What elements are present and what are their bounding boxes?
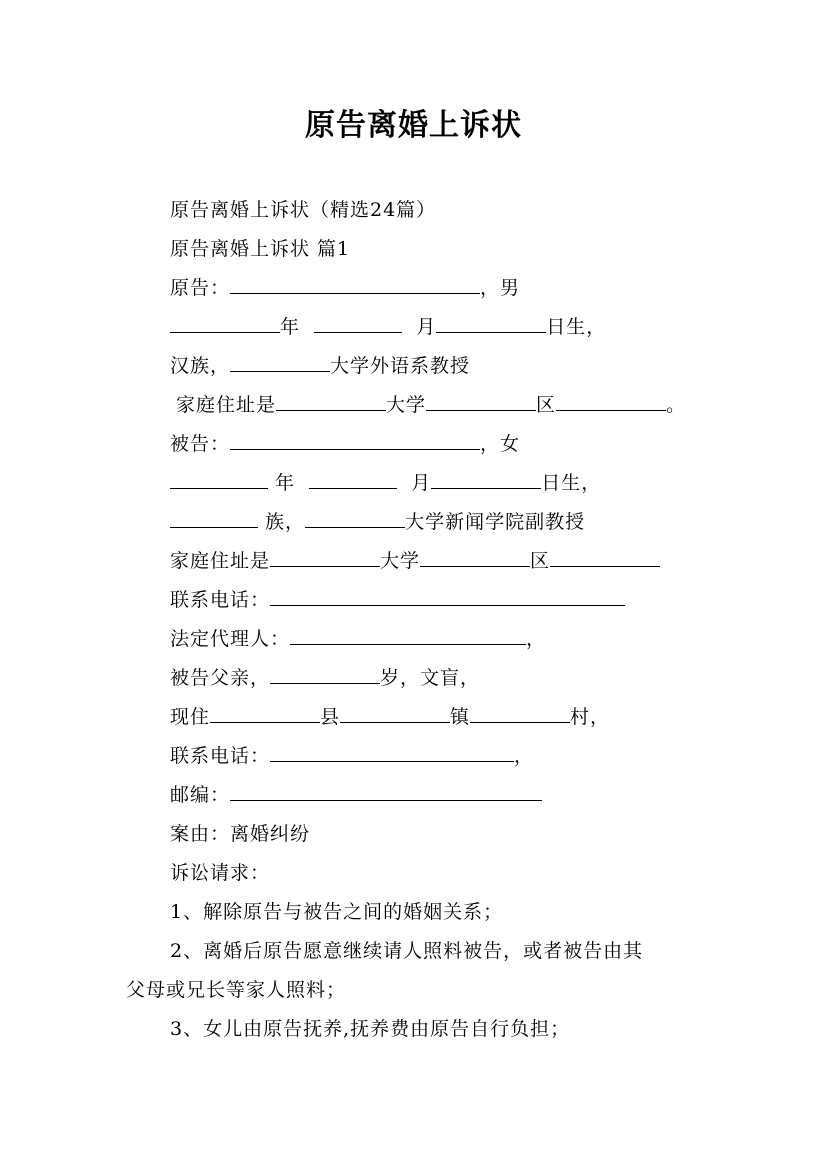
defendant-birth-line bbox=[170, 470, 601, 496]
plaintiff-month-blank bbox=[314, 314, 402, 333]
plaintiff-year-blank bbox=[170, 314, 280, 333]
father-residence-line bbox=[170, 704, 610, 730]
defendant-occupation: 大学新闻学院副教授 bbox=[405, 511, 586, 533]
defendant-phone-blank bbox=[270, 587, 625, 606]
plaintiff-address-label: 家庭住址是 bbox=[176, 394, 277, 416]
legal-rep-label: 法定代理人： bbox=[170, 628, 291, 650]
plaintiff-day-blank bbox=[436, 314, 546, 333]
father-county-blank bbox=[210, 704, 320, 723]
plaintiff-gender: ，男 bbox=[480, 277, 521, 299]
father-phone-comma: ， bbox=[514, 745, 535, 767]
claim-item-1: 1、解除原告与被告之间的婚姻关系； bbox=[170, 901, 504, 923]
plaintiff-year-label: 年 bbox=[280, 316, 301, 338]
defendant-label: 被告： bbox=[170, 433, 231, 455]
legal-rep-line bbox=[170, 626, 546, 652]
father-label: 被告父亲， bbox=[170, 667, 271, 689]
plaintiff-address-blank-2 bbox=[426, 392, 536, 411]
plaintiff-day-label: 日生， bbox=[546, 316, 607, 338]
defendant-phone-line bbox=[170, 587, 625, 613]
plaintiff-line bbox=[170, 275, 520, 301]
father-town-blank bbox=[340, 704, 450, 723]
defendant-ethnicity-blank bbox=[170, 509, 258, 528]
plaintiff-label: 原告： bbox=[170, 277, 231, 299]
defendant-university: 大学 bbox=[380, 550, 421, 572]
plaintiff-period: 。 bbox=[666, 394, 687, 416]
claim-item-3: 3、女儿由原告抚养,抚养费由原告自行负担； bbox=[170, 1018, 571, 1040]
plaintiff-occupation: 大学外语系教授 bbox=[330, 355, 471, 377]
father-phone-line bbox=[170, 743, 534, 769]
plaintiff-address-line bbox=[176, 392, 686, 418]
defendant-name-blank bbox=[230, 431, 480, 450]
defendant-address-blank-3 bbox=[550, 548, 660, 567]
defendant-district: 区 bbox=[530, 550, 551, 572]
plaintiff-month-label: 月 bbox=[416, 316, 437, 338]
father-line bbox=[170, 665, 480, 691]
father-residence-label: 现住 bbox=[170, 706, 211, 728]
plaintiff-school-blank bbox=[230, 353, 330, 372]
plaintiff-name-blank bbox=[230, 275, 480, 294]
case-reason: 案由：离婚纠纷 bbox=[170, 823, 311, 845]
defendant-day-blank bbox=[431, 470, 541, 489]
claim-item-2: 2、离婚后原告愿意继续请人照料被告，或者被告由其 bbox=[170, 940, 644, 962]
plaintiff-university: 大学 bbox=[386, 394, 427, 416]
section-heading: 原告离婚上诉状 篇1 bbox=[170, 238, 351, 260]
defendant-school-blank bbox=[305, 509, 405, 528]
father-county: 县 bbox=[320, 706, 341, 728]
defendant-phone-label: 联系电话： bbox=[170, 589, 271, 611]
defendant-address-blank-2 bbox=[420, 548, 530, 567]
defendant-line bbox=[170, 431, 520, 457]
plaintiff-address-blank-3 bbox=[556, 392, 666, 411]
legal-rep-comma: ， bbox=[526, 628, 547, 650]
defendant-gender: ，女 bbox=[480, 433, 521, 455]
plaintiff-ethnicity: 汉族， bbox=[170, 355, 231, 377]
plaintiff-district: 区 bbox=[536, 394, 557, 416]
page-title: 原告离婚上诉状 bbox=[305, 108, 522, 143]
postcode-blank bbox=[230, 782, 542, 801]
postcode-line bbox=[170, 782, 542, 808]
claim-item-2-continued: 父母或兄长等家人照料； bbox=[126, 979, 347, 1001]
defendant-month-blank bbox=[309, 470, 397, 489]
father-phone-blank bbox=[270, 743, 514, 762]
postcode-label: 邮编： bbox=[170, 784, 231, 806]
claims-label: 诉讼请求： bbox=[170, 862, 271, 884]
plaintiff-birth-line bbox=[170, 314, 606, 340]
father-village: 村， bbox=[570, 706, 611, 728]
father-phone-label: 联系电话： bbox=[170, 745, 271, 767]
defendant-year-blank bbox=[170, 470, 268, 489]
defendant-address-blank-1 bbox=[270, 548, 380, 567]
father-age-blank bbox=[270, 665, 380, 684]
defendant-ethnicity: 族， bbox=[265, 511, 306, 533]
father-village-blank bbox=[470, 704, 570, 723]
defendant-address-label: 家庭住址是 bbox=[170, 550, 271, 572]
father-age-suffix: 岁，文盲， bbox=[380, 667, 481, 689]
legal-rep-blank bbox=[290, 626, 526, 645]
defendant-address-line bbox=[170, 548, 660, 574]
defendant-month-label: 月 bbox=[411, 472, 432, 494]
father-town: 镇 bbox=[450, 706, 471, 728]
plaintiff-occupation-line bbox=[170, 353, 470, 379]
plaintiff-address-blank-1 bbox=[276, 392, 386, 411]
defendant-day-label: 日生， bbox=[541, 472, 602, 494]
defendant-year-label: 年 bbox=[275, 472, 296, 494]
defendant-occupation-line bbox=[170, 509, 585, 535]
subtitle: 原告离婚上诉状（精选24篇） bbox=[170, 199, 437, 221]
